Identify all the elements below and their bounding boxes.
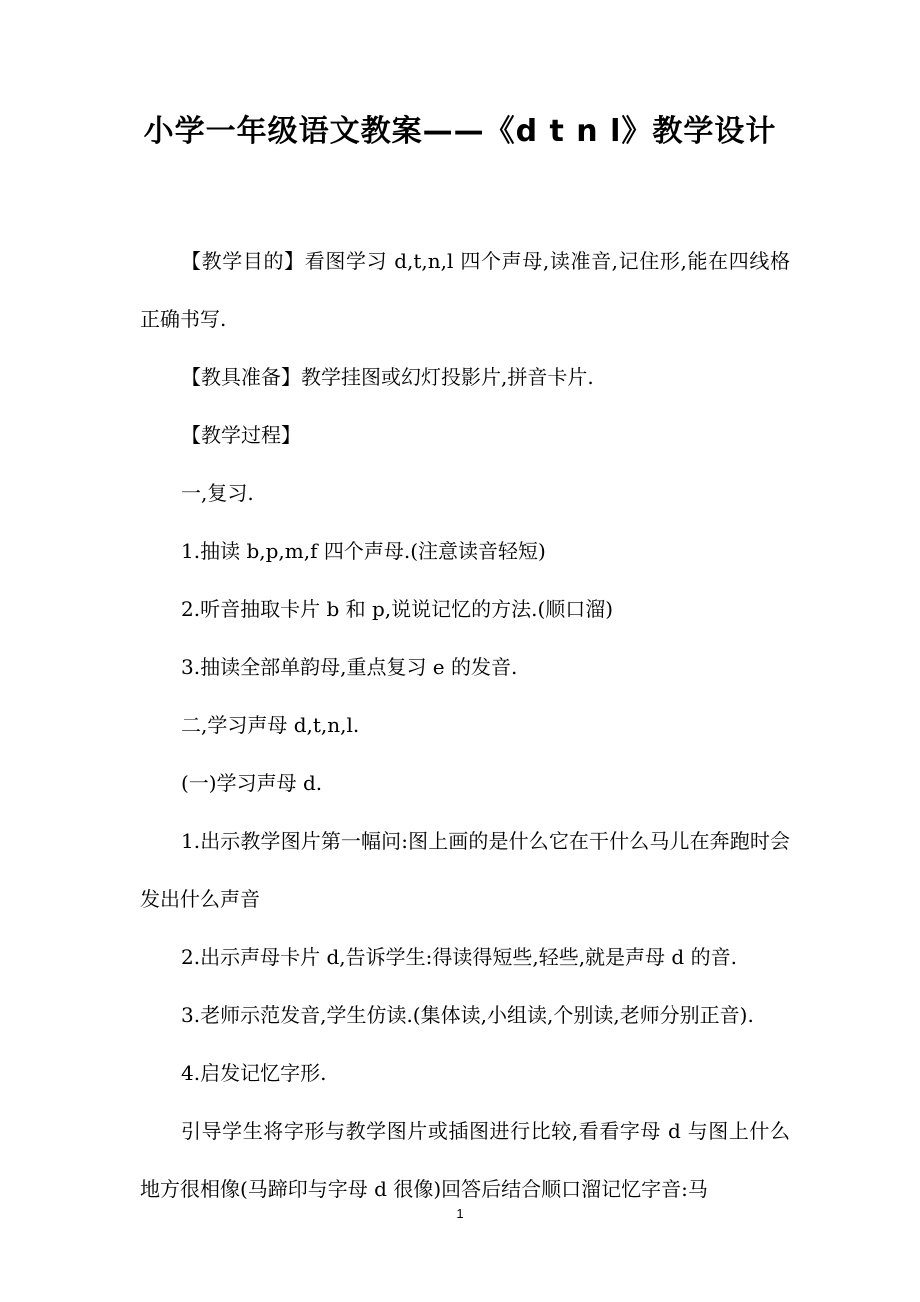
paragraph-learn-step-3: 3.老师示范发音,学生仿读.(集体读,小组读,个别读,老师分别正音). xyxy=(181,1003,754,1027)
paragraph-learn-step-1: 1.出示教学图片第一幅问:图上画的是什么它在干什么马儿在奔跑时会发出什么声音 xyxy=(140,829,790,911)
paragraph-teaching-objective: 【教学目的】看图学习 d,t,n,l 四个声母,读准音,记住形,能在四线格正确书写. xyxy=(140,249,790,331)
paragraph-subsection-d: (一)学习声母 d. xyxy=(181,771,323,795)
paragraph-guidance: 引导学生将字形与教学图片或插图进行比较,看看字母 d 与图上什么地方很相像(马蹄印与字母 d 很像)回答后结合顺口溜记忆字音:马 xyxy=(140,1119,790,1201)
paragraph-review-step-3: 3.抽读全部单韵母,重点复习 e 的发音. xyxy=(181,655,518,679)
paragraph-learn-step-4: 4.启发记忆字形. xyxy=(181,1061,327,1085)
document-title: 小学一年级语文教案——《d t n l》教学设计 xyxy=(143,114,777,149)
page-number: 1 xyxy=(456,1206,464,1221)
paragraph-section-learn: 二,学习声母 d,t,n,l. xyxy=(181,713,360,737)
paragraph-teaching-process: 【教学过程】 xyxy=(181,423,301,447)
paragraph-review-step-1: 1.抽读 b,p,m,f 四个声母.(注意读音轻短) xyxy=(181,539,546,563)
paragraph-review-step-2: 2.听音抽取卡片 b 和 p,说说记忆的方法.(顺口溜) xyxy=(181,597,614,621)
paragraph-learn-step-2: 2.出示声母卡片 d,告诉学生:得读得短些,轻些,就是声母 d 的音. xyxy=(181,945,737,969)
paragraph-section-review: 一,复习. xyxy=(181,481,254,505)
paragraph-teaching-aids: 【教具准备】教学挂图或幻灯投影片,拼音卡片. xyxy=(181,365,594,389)
